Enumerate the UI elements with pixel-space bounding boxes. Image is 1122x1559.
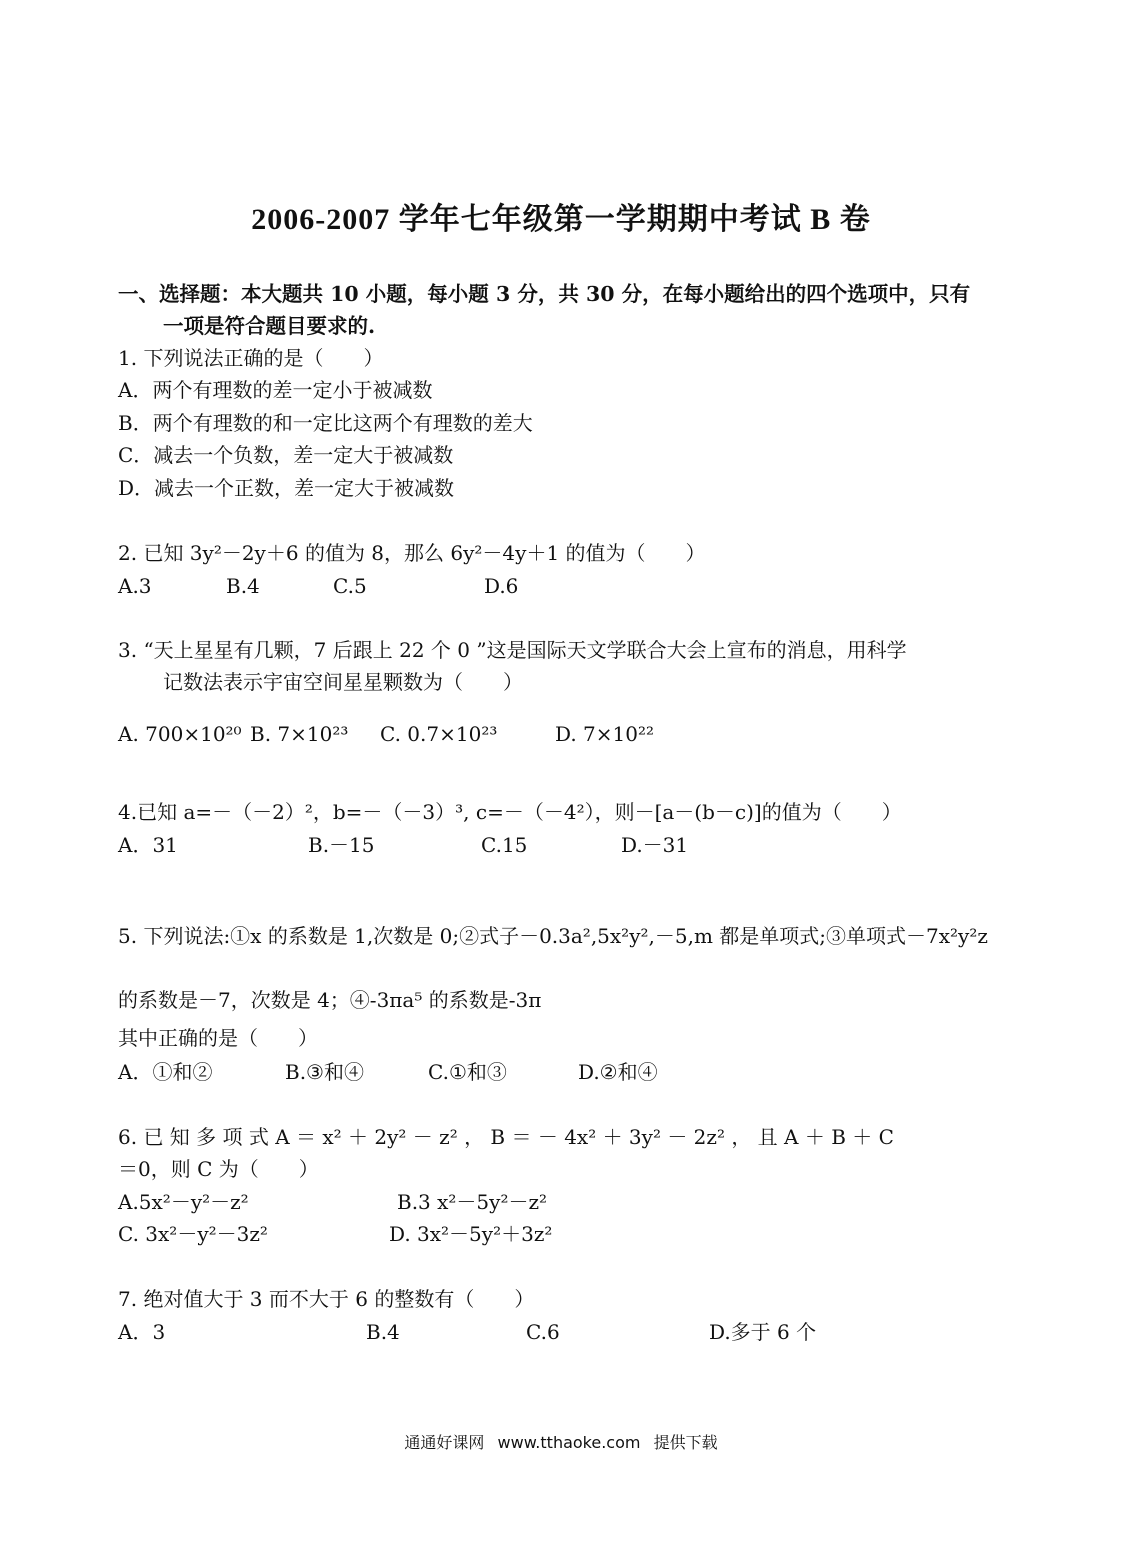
question-6-option-c: C. 3x²－y²－3z²: [118, 1222, 268, 1246]
question-2-stem: 2. 已知 3y²－2y＋6 的值为 8，那么 6y²－4y＋1 的值为（ ）: [118, 541, 706, 565]
section-heading-line2: 一项是符合题目要求的.: [163, 314, 376, 338]
question-5-option-a: A．①和②: [118, 1060, 213, 1084]
footer-suffix: 提供下载: [653, 1433, 718, 1452]
question-5-stem-line2: 的系数是－7，次数是 4；④-3πa⁵ 的系数是-3π: [118, 988, 542, 1012]
question-5-option-d: D.②和④: [578, 1060, 658, 1084]
question-7-option-c: C.6: [526, 1320, 560, 1344]
question-4-option-a: A．31: [118, 833, 178, 857]
question-2-option-b: B.4: [226, 574, 260, 598]
page-title: 2006-2007 学年七年级第一学期期中考试 B 卷: [251, 203, 871, 236]
question-6-stem-line2: ＝0，则 C 为（ ）: [118, 1157, 319, 1181]
footer-url-link[interactable]: www.tthaoke.com: [497, 1433, 641, 1452]
question-3-stem-line1: 3. “天上星星有几颗，7 后跟上 22 个 0 ”这是国际天文学联合大会上宣布的消息，用科学: [118, 638, 907, 662]
question-6-option-d: D. 3x²－5y²＋3z²: [389, 1222, 553, 1246]
question-5-option-c: C.①和③: [428, 1060, 507, 1084]
question-5-stem-line1: 5. 下列说法:①x 的系数是 1,次数是 0;②式子－0.3a²,5x²y²,－5,m 都是单项式;③单项式－7x²y²z: [118, 924, 988, 948]
question-1-option-b: B．两个有理数的和一定比这两个有理数的差大: [118, 411, 533, 435]
page-footer: [0, 1430, 1122, 1453]
question-4-option-b: B.－15: [308, 833, 375, 857]
question-6-option-b: B.3 x²－5y²－z²: [397, 1190, 548, 1214]
question-7-option-a: A．3: [118, 1320, 166, 1344]
question-2-option-a: A.3: [118, 574, 152, 598]
section-heading-line1: 一、选择题：本大题共 10 小题，每小题 3 分，共 30 分，在每小题给出的四个选项中，只有: [118, 282, 971, 306]
question-6-stem-line1: 6. 已 知 多 项 式 A ＝ x² ＋ 2y² － z² ， B ＝ － 4x² ＋ 3y² － 2z² ， 且 A ＋ B ＋ C: [118, 1125, 894, 1149]
question-4-option-d: D.－31: [621, 833, 689, 857]
question-7-option-b: B.4: [366, 1320, 400, 1344]
question-6-option-a: A.5x²－y²－z²: [118, 1190, 249, 1214]
question-2-option-c: C.5: [333, 574, 367, 598]
question-5-option-b: B.③和④: [285, 1060, 364, 1084]
question-3-option-d: D. 7×10²²: [555, 722, 655, 746]
question-1-option-c: C．减去一个负数，差一定大于被减数: [118, 443, 454, 467]
question-3-option-c: C. 0.7×10²³: [380, 722, 498, 746]
question-3-option-a: A. 700×10²⁰: [118, 722, 242, 746]
question-3-option-b: B. 7×10²³: [250, 722, 349, 746]
question-1-option-d: D．减去一个正数，差一定大于被减数: [118, 476, 455, 500]
question-3-stem-line2: 记数法表示宇宙空间星星颗数为（ ）: [163, 670, 523, 694]
question-2-option-d: D.6: [484, 574, 519, 598]
question-7-option-d: D.多于 6 个: [709, 1320, 817, 1344]
footer-site-name: 通通好课网: [404, 1433, 485, 1452]
question-1-stem: 1. 下列说法正确的是（ ）: [118, 346, 384, 370]
question-4-option-c: C.15: [481, 833, 528, 857]
question-5-stem-line3: 其中正确的是（ ）: [118, 1026, 318, 1050]
question-1-option-a: A．两个有理数的差一定小于被减数: [118, 378, 433, 402]
question-7-stem: 7. 绝对值大于 3 而不大于 6 的整数有（ ）: [118, 1287, 535, 1311]
question-4-stem: 4.已知 a=－（－2）²，b=－（－3）³, c=－（－4²），则－[a－(b－c)]的值为（ ）: [118, 800, 902, 824]
